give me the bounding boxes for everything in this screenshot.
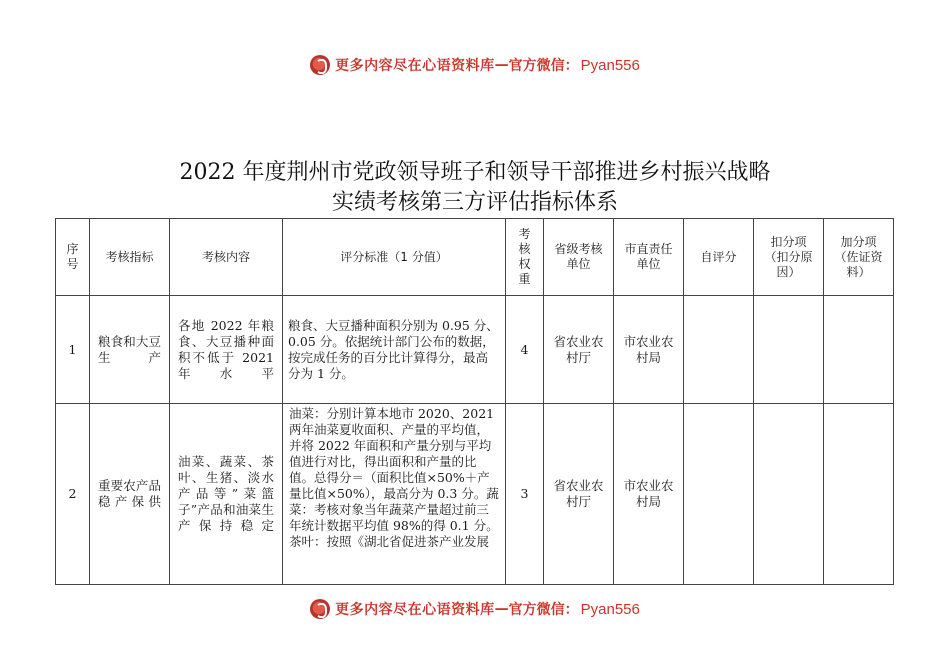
banner-text: 更多内容尽在心语资料库 [335,602,495,618]
cell-indicator: 粮食和大豆生产 [90,296,170,404]
banner-separator: — [494,57,509,73]
header-seq: 序号 [56,219,90,296]
document-title-line1: 2022 年度荆州市党政领导班子和领导干部推进乡村振兴战略 [179,160,771,185]
table-header-row [56,219,894,296]
header-self-score: 自评分 [684,219,754,296]
header-criteria: 评分标准（1 分值） [283,219,506,296]
cell-weight: 4 [506,296,544,404]
header-content: 考核内容 [170,219,283,296]
banner-separator: — [494,601,509,617]
criteria-text: 油菜：分别计算本地市 2020、2021 两年油菜夏收面积、产量的平均值，并将 2022 年面积和产量分别与平均值进行对比，得出面积和产量的比值。总得分＝（面积比值×50%＋产量比值×50%），最高分为 0.3 分。蔬菜：考核对象当年蔬菜产量超过前三年统计数据平均值 98%的得 0.1 分。茶叶：按照《湖北省促进茶产业发展 [289,406,499,549]
document-title-line2: 实绩考核第三方评估指标体系 [331,190,618,215]
brand-logo-icon [310,55,330,75]
cell-criteria: 粮食、大豆播种面积分别为 0.95 分、0.05 分。依据统计部门公布的数据，按完成任务的百分比计算得分，最高分为 1 分。 [283,296,506,404]
cell-content: 油菜、蔬菜、茶叶、生猪、淡水产品等”菜篮子”产品和油菜生产保持稳定 [170,404,283,585]
header-city-unit: 市直责任单位 [614,219,684,296]
cell-bonus [824,296,894,404]
cell-criteria [283,404,506,585]
header-provincial-unit: 省级考核单位 [544,219,614,296]
banner-wechat-id: Pyan556 [580,600,640,618]
header-bonus: 加分项（佐证资料） [824,219,894,296]
cell-indicator: 重要农产品稳产保供 [90,404,170,585]
cell-content: 各地 2022 年粮食、大豆播种面积不低于 2021 年水平 [170,296,283,404]
cell-city-unit: 市农业农村局 [614,296,684,404]
cell-city-unit: 市农业农村局 [614,404,684,585]
bottom-watermark-banner [0,597,950,621]
header-weight: 考核权重 [506,219,544,296]
top-watermark-banner [0,53,950,77]
banner-wechat-label: 官方微信： [508,602,579,618]
brand-logo-icon [310,599,330,619]
cell-provincial-unit: 省农业农村厅 [544,296,614,404]
banner-wechat-id: Pyan556 [580,56,640,74]
indicator-table [55,218,894,585]
cell-provincial-unit: 省农业农村厅 [544,404,614,585]
header-deduction: 扣分项（扣分原因） [754,219,824,296]
table-row [56,404,894,585]
cell-deduction [754,404,824,585]
header-indicator: 考核指标 [90,219,170,296]
cell-weight: 3 [506,404,544,585]
table-row [56,296,894,404]
banner-text: 更多内容尽在心语资料库 [335,58,495,74]
cell-seq: 2 [56,404,90,585]
cell-seq: 1 [56,296,90,404]
banner-wechat-label: 官方微信： [508,58,579,74]
cell-self-score [684,404,754,585]
cell-deduction [754,296,824,404]
cell-self-score [684,296,754,404]
cell-bonus [824,404,894,585]
